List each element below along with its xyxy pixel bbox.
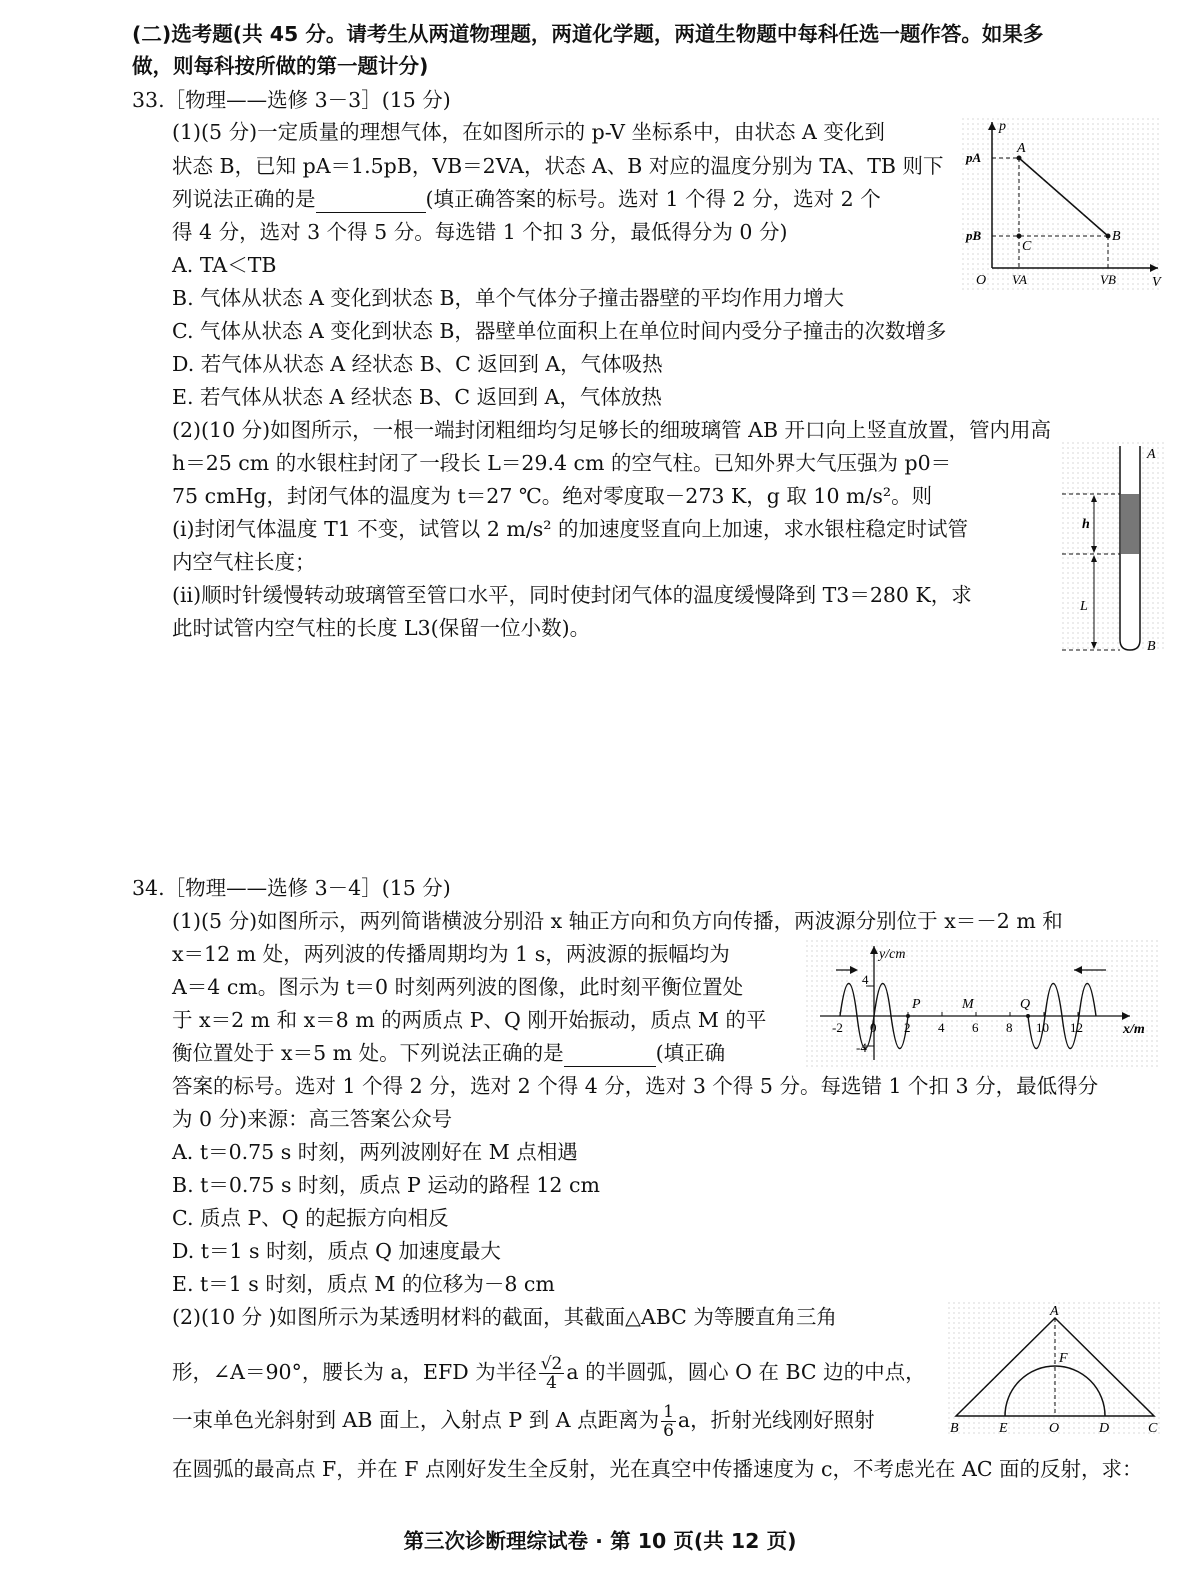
pa-label: pA xyxy=(966,150,982,165)
q34-option-d: D. t＝1 s 时刻，质点 Q 加速度最大 xyxy=(172,1239,501,1263)
section-header-line2: 做，则每科按所做的第一题计分) xyxy=(132,54,429,78)
q34-part1-line7: 为 0 分)来源：高三答案公众号 xyxy=(172,1107,453,1131)
q34-title: 34.［物理——选修 3－4］(15 分) xyxy=(132,876,451,900)
q34-part1-line5a: 衡位置处于 x＝5 m 处。下列说法正确的是 xyxy=(172,1041,564,1065)
q34-part2-line2a: 形，∠A＝90°，腰长为 a，EFD 为半径 xyxy=(172,1360,537,1384)
q34-part2-line2 xyxy=(172,1352,926,1392)
q33-part2-line2: h＝25 cm 的水银柱封闭了一段长 L＝29.4 cm 的空气柱。已知外界大气压强为 p0＝ xyxy=(172,451,952,475)
pv-diagram xyxy=(962,118,1162,290)
x-tick-label: 2 xyxy=(904,1020,911,1035)
q34-part2-line3 xyxy=(172,1400,875,1440)
b-label: B xyxy=(1112,229,1121,244)
q33-part2-line7: 此时试管内空气柱的长度 L3(保留一位小数)。 xyxy=(172,616,591,640)
q34-part1-line4: 于 x＝2 m 和 x＝8 m 的两质点 P、Q 刚开始振动，质点 M 的平 xyxy=(172,1008,767,1032)
point-b xyxy=(1106,234,1111,239)
vertex-c: C xyxy=(1148,1421,1158,1434)
q34-part1-line6: 答案的标号。选对 1 个得 2 分，选对 2 个得 4 分，选对 3 个得 5 分。每选错 1 个扣 3 分，最低得分 xyxy=(172,1074,1099,1098)
x-axis-label: x/m xyxy=(1123,1022,1145,1037)
point-e: E xyxy=(999,1421,1008,1434)
x-tick-label: 12 xyxy=(1070,1020,1083,1035)
fraction-numerator: 1 xyxy=(663,1402,674,1422)
q33-option-b: B. 气体从状态 A 变化到状态 B，单个气体分子撞击器壁的平均作用力增大 xyxy=(172,286,845,310)
point-q-label: Q xyxy=(1020,997,1031,1012)
glass-tube-diagram xyxy=(1062,442,1166,658)
q33-part2-line1: (2)(10 分)如图所示，一根一端封闭粗细均匀足够长的细玻璃管 AB 开口向上竖直放置，管内用高 xyxy=(172,418,1052,442)
point-f: F xyxy=(1059,1351,1068,1366)
a-label: A xyxy=(1017,141,1026,156)
y-tick-neg4: -4 xyxy=(856,1040,867,1055)
vertex-a: A xyxy=(1050,1304,1059,1319)
q34-option-a: A. t＝0.75 s 时刻，两列波刚好在 M 点相遇 xyxy=(172,1140,578,1164)
fraction-1-over-6 xyxy=(661,1403,676,1440)
point-c xyxy=(1017,234,1022,239)
x-tick-label: 0 xyxy=(870,1020,877,1035)
q34-part1-line5b: (填正确 xyxy=(655,1041,726,1065)
q34-part2-line4: 在圆弧的最高点 F，并在 F 点刚好发生全反射，光在真空中传播速度为 c，不考虑光在 AC 面的反射，求： xyxy=(172,1457,1143,1481)
x-tick-label: 10 xyxy=(1036,1020,1049,1035)
q33-part1-line3a: 列说法正确的是 xyxy=(172,187,316,211)
p-axis-label: p xyxy=(999,119,1006,134)
q33-option-a: A. TA＜TB xyxy=(172,253,277,277)
q33-part2-line5: 内空气柱长度； xyxy=(172,550,316,574)
point-o: O xyxy=(1049,1421,1060,1434)
v-axis-label: V xyxy=(1152,275,1161,290)
vertex-b: B xyxy=(950,1421,959,1434)
l-label: L xyxy=(1080,599,1088,614)
q34-part2-line3b: a，折射光线刚好照射 xyxy=(677,1408,875,1432)
fraction-denominator: 6 xyxy=(663,1421,674,1441)
x-tick-label: 8 xyxy=(1006,1020,1013,1035)
q33-part1-line3b: (填正确答案的标号。选对 1 个得 2 分，选对 2 个 xyxy=(425,187,881,211)
point-d: D xyxy=(1099,1421,1110,1434)
triangle-diagram xyxy=(948,1302,1162,1434)
page-footer: 第三次诊断理综试卷 · 第 10 页(共 12 页) xyxy=(403,1529,797,1553)
q33-part1-line4: 得 4 分，选对 3 个得 5 分。每选错 1 个扣 3 分，最低得分为 0 分) xyxy=(172,220,788,244)
q34-part1-line3: A＝4 cm。图示为 t＝0 时刻两列波的图像，此时刻平衡位置处 xyxy=(172,975,744,999)
fraction-numerator: √2 xyxy=(540,1354,563,1374)
q33-part2-line4: (i)封闭气体温度 T1 不变，试管以 2 m/s² 的加速度竖直向上加速，求水银柱稳定时试管 xyxy=(172,517,968,541)
q34-part1-line5 xyxy=(172,1039,725,1067)
x-tick-label: 4 xyxy=(938,1020,945,1035)
answer-blank xyxy=(564,1046,656,1067)
pb-label: pB xyxy=(966,228,982,243)
fraction-denominator: 4 xyxy=(546,1373,557,1393)
point-a xyxy=(1017,156,1022,161)
q34-part2-line3a: 一束单色光斜射到 AB 面上，入射点 P 到 A 点距离为 xyxy=(172,1408,660,1432)
q34-part2-line2b: a 的半圆弧，圆心 O 在 BC 边的中点， xyxy=(566,1360,926,1384)
fraction-sqrt2-over-4 xyxy=(539,1355,565,1392)
c-label: C xyxy=(1022,239,1032,254)
h-label: h xyxy=(1082,517,1090,532)
y-tick-4: 4 xyxy=(862,972,869,987)
tube-end-b: B xyxy=(1147,639,1156,654)
point-m-label: M xyxy=(962,997,974,1012)
q34-part1-line2: x＝12 m 处，两列波的传播周期均为 1 s，两波源的振幅均为 xyxy=(172,942,730,966)
answer-blank xyxy=(316,192,426,213)
x-tick-label: -2 xyxy=(832,1020,843,1035)
q33-part2-line3: 75 cmHg，封闭气体的温度为 t＝27 ℃。绝对零度取－273 K，g 取 10 m/s²。则 xyxy=(172,484,933,508)
mercury-column xyxy=(1121,494,1139,554)
q34-part1-line1: (1)(5 分)如图所示，两列简谐横波分别沿 x 轴正方向和负方向传播，两波源分别位于 x＝－2 m 和 xyxy=(172,909,1063,933)
q34-option-b: B. t＝0.75 s 时刻，质点 P 运动的路程 12 cm xyxy=(172,1173,600,1197)
va-label: VA xyxy=(1012,272,1027,287)
x-tick-label: 6 xyxy=(972,1020,979,1035)
vb-label: VB xyxy=(1100,272,1116,287)
q33-option-e: E. 若气体从状态 A 经状态 B、C 返回到 A，气体放热 xyxy=(172,385,662,409)
q33-option-d: D. 若气体从状态 A 经状态 B、C 返回到 A，气体吸热 xyxy=(172,352,663,376)
q34-option-c: C. 质点 P、Q 的起振方向相反 xyxy=(172,1206,449,1230)
point-p-label: P xyxy=(912,997,921,1012)
q33-option-c: C. 气体从状态 A 变化到状态 B，器壁单位面积上在单位时间内受分子撞击的次数增多 xyxy=(172,319,947,343)
wave-diagram xyxy=(806,940,1160,1070)
q33-title: 33.［物理——选修 3－3］(15 分) xyxy=(132,88,451,112)
q33-part2-line6: (ii)顺时针缓慢转动玻璃管至管口水平，同时使封闭气体的温度缓慢降到 T3＝280 K，求 xyxy=(172,583,972,607)
q33-part1-line3 xyxy=(172,185,881,213)
q34-option-e: E. t＝1 s 时刻，质点 M 的位移为－8 cm xyxy=(172,1272,555,1296)
q34-part2-line1: (2)(10 分 )如图所示为某透明材料的截面，其截面△ABC 为等腰直角三角 xyxy=(172,1305,837,1329)
section-header-line1: (二)选考题(共 45 分。请考生从两道物理题，两道化学题，两道生物题中每科任选一题作答。如果多 xyxy=(132,22,1044,46)
q33-part1-line1: (1)(5 分)一定质量的理想气体，在如图所示的 p-V 坐标系中，由状态 A 变化到 xyxy=(172,120,885,144)
q33-part1-line2: 状态 B，已知 pA＝1.5pB，VB＝2VA，状态 A、B 对应的温度分别为 TA、TB 则下 xyxy=(172,154,944,178)
origin-label: O xyxy=(976,273,987,288)
tube-end-a: A xyxy=(1147,447,1156,462)
y-axis-label: y/cm xyxy=(879,947,906,962)
